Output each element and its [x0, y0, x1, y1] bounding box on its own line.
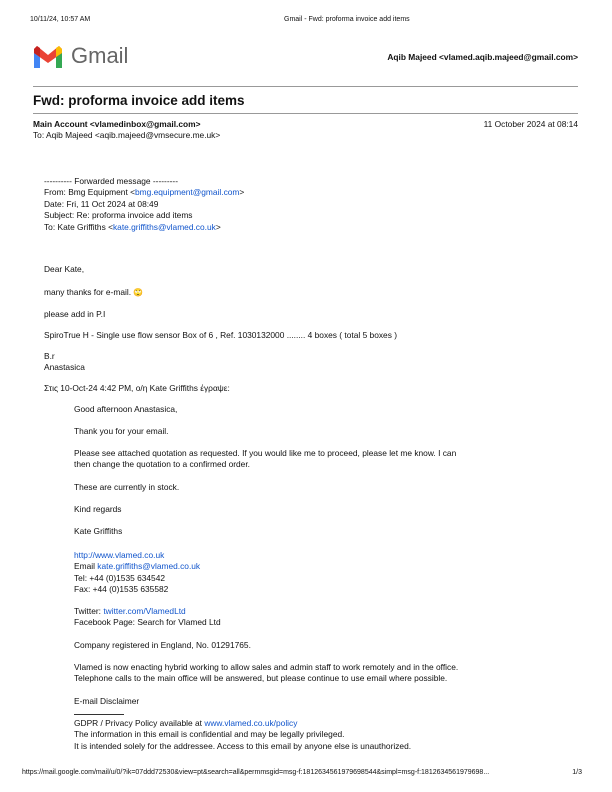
quote-intro: Στις 10-Oct-24 4:42 PM, ο/η Kate Griffiths έγραψε:	[44, 383, 230, 393]
message-from: Main Account <vlamedinbox@gmail.com>	[33, 119, 201, 129]
confidential-line2: It is intended solely for the addressee. Access to this email by anyone else is unauthorized.	[74, 740, 412, 751]
body-item: SpiroTrue H - Single use flow sensor Box of 6 , Ref. 1030132000 ........ 4 boxes ( total 5 boxes )	[44, 330, 398, 340]
gdpr-label: GDPR / Privacy Policy available at	[74, 718, 205, 728]
hybrid-line2: Telephone calls to the main office will be answered, but please continue to use email where possible.	[74, 673, 448, 683]
facebook-text: Facebook Page: Search for Vlamed Ltd	[74, 617, 221, 628]
signature-fax: Fax: +44 (0)1535 635582	[74, 584, 169, 595]
body-thanks-text: many thanks for e-mail.	[44, 287, 132, 297]
account-label: Aqib Majeed <vlamed.aqib.majeed@gmail.com>	[387, 52, 578, 62]
email-subject: Fwd: proforma invoice add items	[33, 93, 245, 108]
website-link[interactable]: http://www.vlamed.co.uk	[74, 550, 165, 560]
fwd-to-end: >	[215, 221, 221, 232]
print-datetime: 10/11/24, 10:57 AM	[30, 16, 91, 23]
fwd-date: Date: Fri, 11 Oct 2024 at 08:49	[44, 198, 159, 209]
quoted-stock: These are currently in stock.	[74, 482, 180, 492]
fwd-from-email-link[interactable]: bmg.equipment@gmail.com	[135, 187, 240, 198]
twitter-link[interactable]: twitter.com/VlamedLtd	[103, 606, 186, 616]
message-to: To: Aqib Majeed <aqib.majeed@vmsecure.me.uk>	[33, 130, 221, 140]
quoted-greeting: Good afternoon Anastasica,	[74, 404, 178, 414]
fwd-subject: Subject: Re: proforma invoice add items	[44, 210, 193, 221]
message-date: 11 October 2024 at 08:14	[483, 119, 578, 129]
divider	[33, 113, 578, 114]
fwd-from-end: >	[239, 187, 245, 198]
fwd-to-email-link[interactable]: kate.griffiths@vlamed.co.uk	[112, 221, 216, 232]
signoff-line2: Anastasica	[44, 362, 85, 372]
print-page-number: 1/3	[572, 769, 582, 776]
signature-tel: Tel: +44 (0)1535 634542	[74, 572, 166, 583]
quoted-thanks: Thank you for your email.	[74, 426, 169, 436]
signature-email-link[interactable]: kate.griffiths@vlamed.co.uk	[97, 561, 201, 572]
hybrid-line1: Vlamed is now enacting hybrid working to allow sales and admin staff to work remotely and in the office.	[74, 662, 459, 672]
body-request: please add in P.I	[44, 309, 106, 319]
disclaimer-rule	[74, 714, 124, 715]
gmail-m-icon	[33, 44, 63, 68]
quoted-name: Kate Griffiths	[74, 526, 123, 536]
fwd-from-label: From: Bmg Equipment <	[44, 187, 135, 198]
quoted-regards: Kind regards	[74, 504, 122, 514]
quoted-para1-line2: then change the quotation to a confirmed order.	[74, 459, 250, 469]
confidential-line1: The information in this email is confidential and may be legally privileged.	[74, 729, 345, 740]
signature-contact	[74, 550, 200, 596]
signoff-line1: B.r	[44, 351, 55, 361]
body-greeting: Dear Kate,	[44, 264, 85, 274]
forwarded-header	[44, 176, 244, 233]
company-registration: Company registered in England, No. 01291765.	[74, 640, 251, 650]
disclaimer-title: E-mail Disclaimer	[74, 696, 140, 706]
quoted-para1-line1: Please see attached quotation as requested. If you would like me to proceed, please let me know. I can	[74, 448, 457, 458]
emoji-icon: 🙄	[133, 288, 144, 297]
print-title: Gmail - Fwd: proforma invoice add items	[284, 16, 410, 23]
fwd-to-label: To: Kate Griffiths <	[44, 221, 113, 232]
forwarded-separator: ---------- Forwarded message ---------	[44, 176, 178, 186]
policy-link[interactable]: www.vlamed.co.uk/policy	[204, 718, 298, 728]
gmail-wordmark: Gmail	[71, 43, 129, 68]
signature-social	[74, 606, 221, 629]
body-thanks	[44, 287, 143, 298]
gmail-logo	[33, 44, 128, 68]
divider	[33, 86, 578, 87]
twitter-label: Twitter:	[74, 606, 104, 616]
disclaimer-text	[74, 718, 411, 752]
email-label: Email	[74, 561, 98, 572]
print-footer-url: https://mail.google.com/mail/u/0/?ik=07ddd72530&view=pt&search=all&permmsgid=msg-f:1812634561979698544&simpl=msg-f:1812634561979698...	[22, 769, 490, 776]
